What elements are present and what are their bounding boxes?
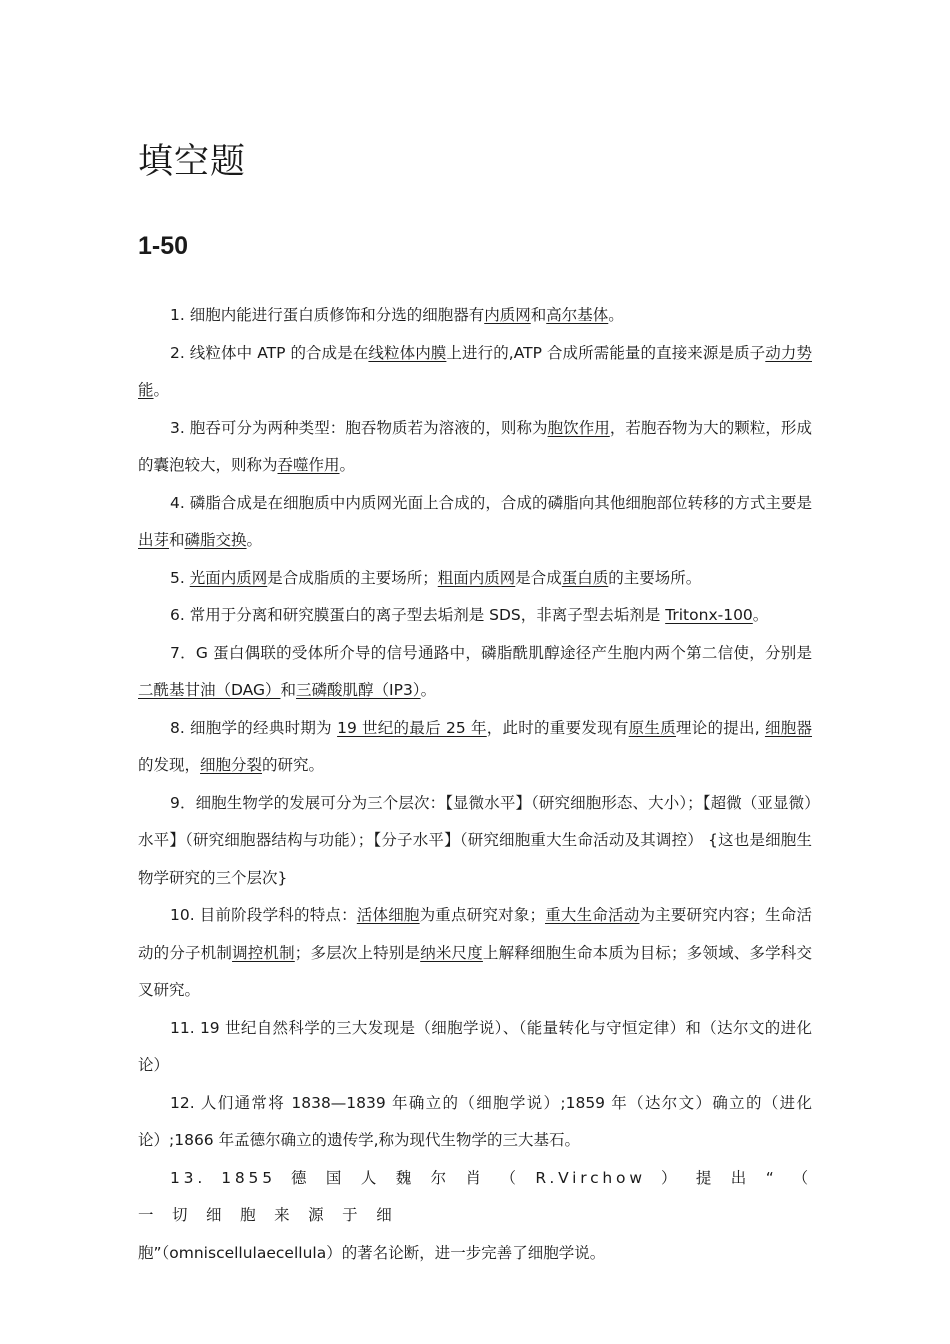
answer-blank: 吞噬作用 <box>277 456 340 474</box>
question-text: 3. 胞吞可分为两种类型：胞吞物质若为溶液的，则称为 <box>170 418 548 437</box>
answer-blank: 内质网 <box>484 306 531 324</box>
answer-blank: 调控机制 <box>232 943 295 962</box>
answer-blank: 19 世纪的最后 25 年 <box>337 718 487 737</box>
question-item <box>138 335 812 410</box>
question-item <box>138 1085 812 1160</box>
answer-blank: 重大生命活动 <box>545 906 640 924</box>
question-text: 为重点研究对象； <box>419 906 546 924</box>
question-text: 。 <box>246 531 263 549</box>
question-text: 。 <box>420 681 437 699</box>
question-text: 的主要场所。 <box>608 568 702 587</box>
question-text: 和 <box>530 306 547 324</box>
question-item <box>138 635 812 710</box>
question-text: 为主要研究内容；生命活动的分子机制 <box>138 906 812 962</box>
question-text: 的发现， <box>138 756 201 774</box>
question-text: 上解释细胞生命本质为目标；多领域、多学科交叉研究。 <box>138 943 812 999</box>
question-text: 6. 常用于分离和研究膜蛋白的离子型去垢剂是 SDS，非离子型去垢剂是 <box>170 606 666 624</box>
question-text: 。 <box>339 456 356 474</box>
answer-blank: 磷脂交换 <box>184 531 247 549</box>
question-text: 。 <box>752 606 769 624</box>
question-text: 10. 目前阶段学科的特点： <box>170 906 357 924</box>
question-item <box>138 297 812 335</box>
question-text: ；多层次上特别是 <box>294 943 421 962</box>
question-text: 。 <box>153 381 170 399</box>
question-text: 的研究。 <box>262 756 325 774</box>
question-item <box>138 485 812 560</box>
question-text: 是合成 <box>515 568 562 587</box>
question-text: 2. 线粒体中 ATP 的合成是在 <box>170 343 369 362</box>
question-text: 12. 人们通常将 1838—1839 年确立的（细胞学说）;1859 年（达尔文）确立的（进化论）;1866 年孟德尔确立的遗传学,称为现代生物学的三大基石。 <box>138 1093 812 1149</box>
question-item <box>138 897 812 1010</box>
question-text: 1. 细胞内能进行蛋白质修饰和分选的细胞器有 <box>170 306 485 324</box>
question-text: 上进行的,ATP 合成所需能量的直接来源是质子 <box>446 343 766 362</box>
answer-blank: 线粒体内膜 <box>368 343 447 362</box>
answer-blank: 出芽 <box>138 531 170 549</box>
question-list <box>138 297 812 1272</box>
question-text: 和 <box>280 681 297 699</box>
question-text: ，此时的重要发现有 <box>486 718 629 737</box>
question-text: 11. 19 世纪自然科学的三大发现是（细胞学说）、（能量转化与守恒定律）和（达尔文的进化论） <box>138 1018 812 1074</box>
answer-blank: 细胞器 <box>764 718 812 737</box>
answer-blank: 动力势能 <box>138 343 812 399</box>
question-text: 4. 磷脂合成是在细胞质中内质网光面上合成的，合成的磷脂向其他细胞部位转移的方式主要是 <box>170 493 812 512</box>
question-item <box>138 710 812 785</box>
answer-blank: 光面内质网 <box>189 568 268 587</box>
question-text: 5. <box>170 568 190 587</box>
answer-blank: Tritonx-100 <box>665 606 753 624</box>
answer-blank: 高尔基体 <box>546 306 609 324</box>
answer-blank: 纳米尺度 <box>420 943 483 962</box>
section-heading: 1-50 <box>138 232 189 260</box>
question-text: 理论的提出, <box>675 718 765 737</box>
answer-blank: 细胞分裂 <box>200 756 263 774</box>
question-item <box>138 785 812 898</box>
question-text: 7．G 蛋白偶联的受体所介导的信号通路中，磷脂酰肌醇途径产生胞内两个第二信使，分别是 <box>170 643 812 662</box>
answer-blank: 活体细胞 <box>356 906 420 924</box>
question-text: ，若胞吞物为大的颗粒，形成的囊泡较大，则称为 <box>138 418 812 474</box>
answer-blank: 二酰基甘油（DAG） <box>138 681 281 699</box>
question-item <box>138 1010 812 1085</box>
answer-blank: 粗面内质网 <box>437 568 516 587</box>
question-text: 胞”（omniscellulaecellula）的著名论断，进一步完善了细胞学说。 <box>138 1243 606 1262</box>
page-title: 填空题 <box>138 142 247 182</box>
answer-blank: 三磷酸肌醇（IP3） <box>296 681 421 699</box>
question-item <box>138 597 812 635</box>
question-text: 。 <box>608 306 624 324</box>
question-item <box>138 1160 812 1273</box>
question-text: 是合成脂质的主要场所； <box>267 568 438 587</box>
question-text: 13. 1855 德 国 人 魏 尔 肖 （ R.Virchow ） 提 出 “ （ 一 切 细 胞 来 源 于 细 <box>138 1168 812 1224</box>
answer-blank: 蛋白质 <box>561 568 609 587</box>
question-item <box>138 560 812 598</box>
question-text: 8. 细胞学的经典时期为 <box>170 718 338 737</box>
answer-blank: 原生质 <box>628 718 676 737</box>
question-item <box>138 410 812 485</box>
answer-blank: 胞饮作用 <box>547 418 610 437</box>
question-text: 和 <box>169 531 185 549</box>
question-text: 9．细胞生物学的发展可分为三个层次：【显微水平】（研究细胞形态、大小）；【超微（亚显微）水平】（研究细胞器结构与功能）；【分子水平】（研究细胞重大生命活动及其调控） {这也是细胞生物学研究的三个层次} <box>138 793 812 887</box>
